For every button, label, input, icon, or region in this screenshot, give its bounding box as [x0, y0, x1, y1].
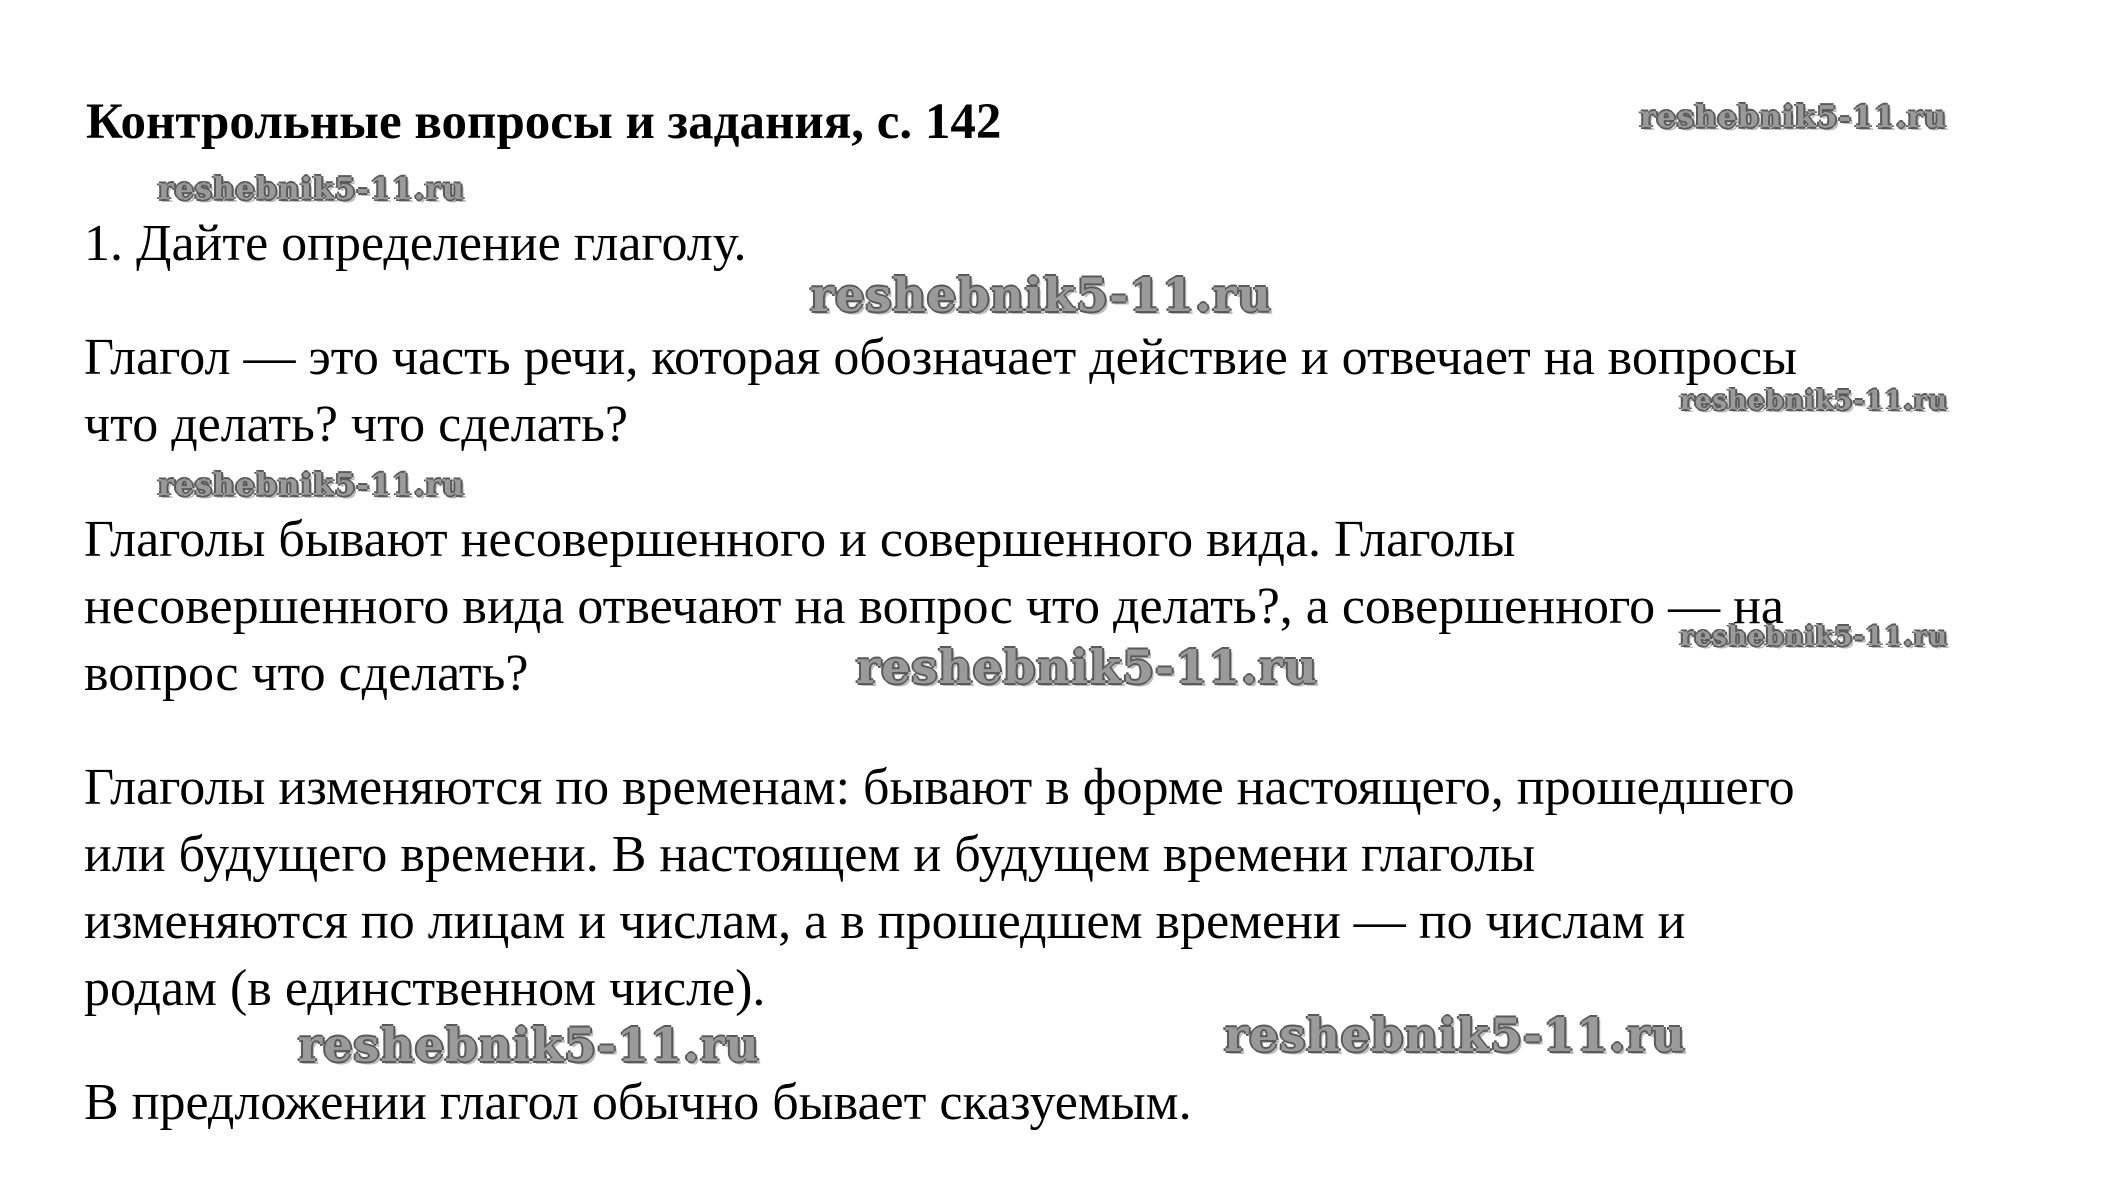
watermark: reshebnik5-11.ru	[298, 1018, 760, 1072]
question-text	[84, 210, 747, 277]
watermark: reshebnik5-11.ru	[1640, 100, 1947, 135]
watermark: reshebnik5-11.ru	[810, 268, 1272, 322]
watermark: reshebnik5-11.ru	[158, 468, 465, 503]
watermark: reshebnik5-11.ru	[856, 640, 1318, 694]
paragraph-line: несовершенного вида отвечают на вопрос что делать?, а совершенного — на	[84, 578, 1784, 635]
paragraph-line: вопрос что сделать?	[84, 645, 529, 702]
question-line: 1. Дайте определение глаголу.	[84, 215, 747, 272]
paragraph-line: что делать? что сделать?	[84, 396, 628, 453]
paragraph-line: родам (в единственном числе).	[84, 960, 766, 1017]
watermark: reshebnik5-11.ru	[1680, 622, 1949, 652]
predicate-paragraph	[84, 1069, 1192, 1136]
paragraph-line: или будущего времени. В настоящем и будущем времени глаголы	[84, 826, 1536, 883]
paragraph-line: В предложении глагол обычно бывает сказуемым.	[84, 1074, 1192, 1131]
paragraph-line: Глаголы бывают несовершенного и совершенного вида. Глаголы	[84, 511, 1516, 568]
page-heading: Контрольные вопросы и задания, с. 142	[86, 94, 1002, 150]
watermark: reshebnik5-11.ru	[1680, 386, 1949, 416]
watermark: reshebnik5-11.ru	[158, 172, 465, 207]
watermark: reshebnik5-11.ru	[1224, 1008, 1686, 1062]
definition-paragraph	[84, 324, 1797, 458]
paragraph-line: Глагол — это часть речи, которая обозначает действие и отвечает на вопросы	[84, 329, 1798, 386]
paragraph-line: изменяются по лицам и числам, а в прошедшем времени — по числам и	[84, 893, 1686, 950]
paragraph-line: Глаголы изменяются по временам: бывают в форме настоящего, прошедшего	[84, 759, 1795, 816]
tense-paragraph	[84, 754, 1795, 1022]
